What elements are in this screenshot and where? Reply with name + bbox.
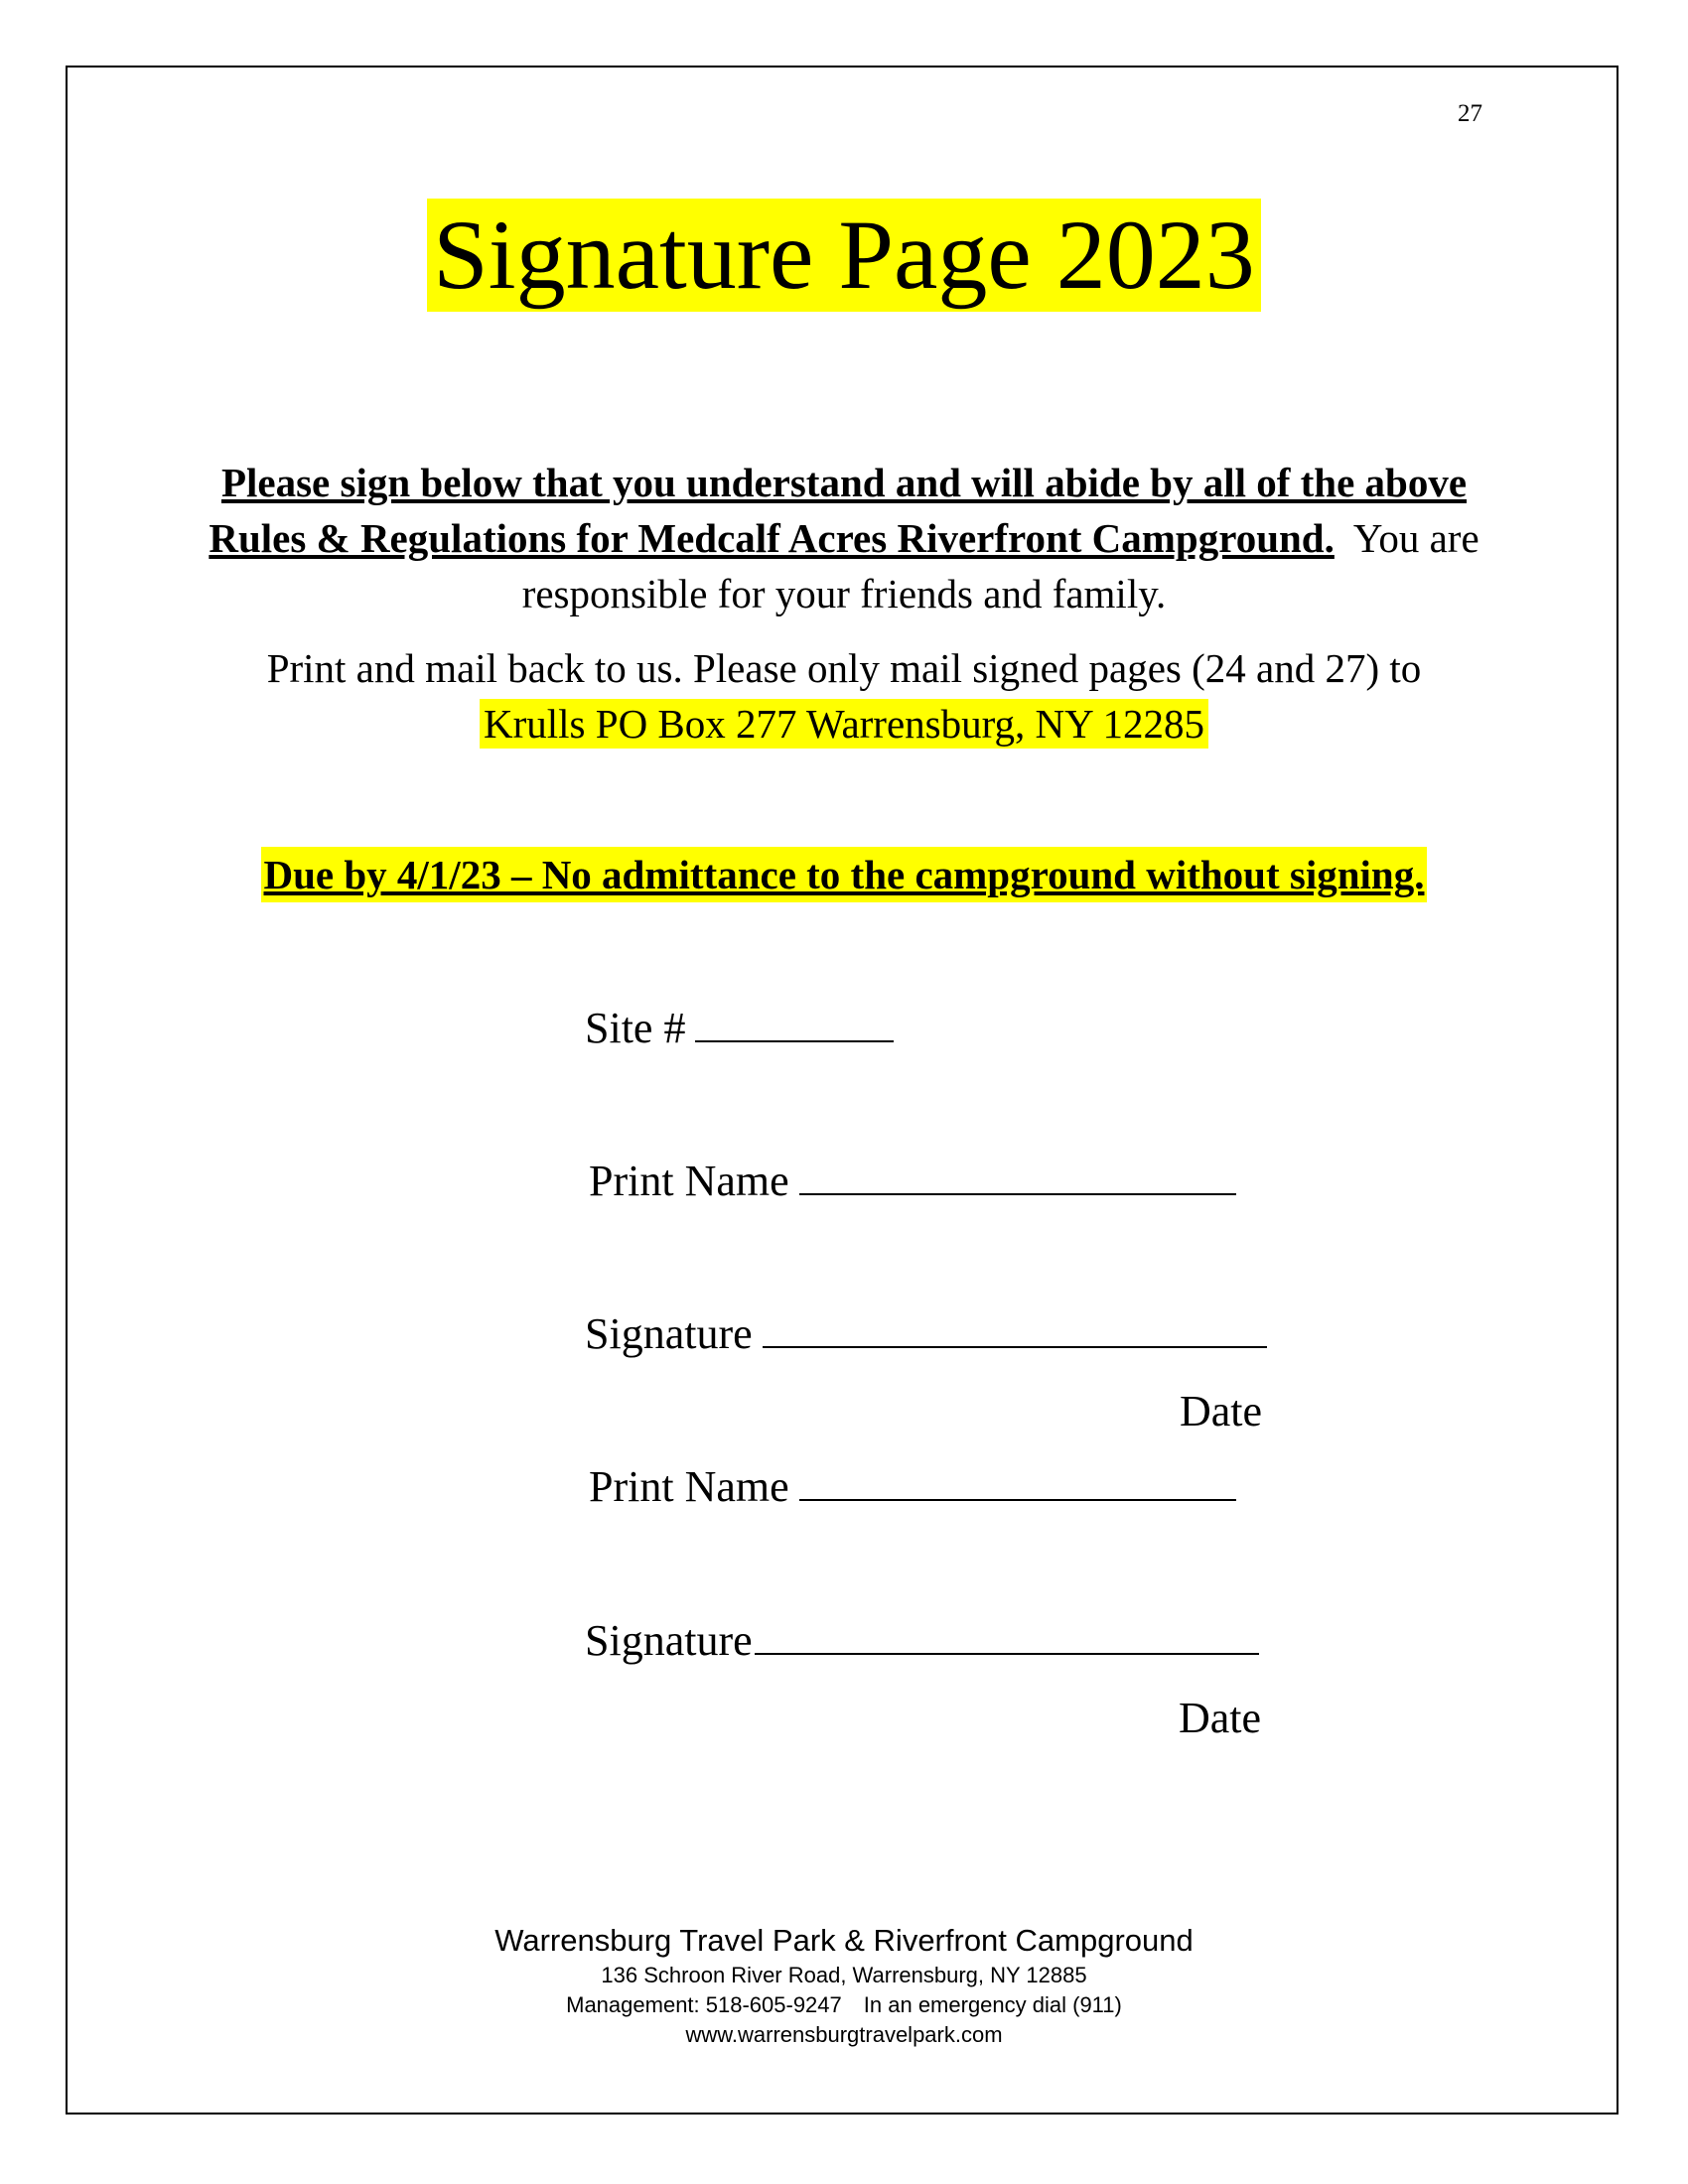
site-number-line[interactable] xyxy=(695,1001,894,1042)
signature-field-1 xyxy=(585,1306,1267,1362)
mail-instructions xyxy=(149,640,1539,751)
intro-plain-text: You are responsible for your friends and family. xyxy=(521,515,1479,616)
signature-label: Signature xyxy=(585,1616,753,1665)
print-name-label: Print Name xyxy=(589,1157,789,1205)
intro-paragraph xyxy=(199,455,1489,621)
print-name-field-1 xyxy=(589,1154,1236,1209)
mailing-address: Krulls PO Box 277 Warrensburg, NY 12285 xyxy=(480,699,1208,749)
signature-field-2 xyxy=(585,1613,1259,1669)
signature-line[interactable] xyxy=(763,1306,1267,1348)
page-title: Signature Page 2023 xyxy=(427,199,1261,312)
signature-label: Signature xyxy=(585,1309,753,1358)
print-name-line[interactable] xyxy=(799,1459,1236,1501)
signature-line[interactable] xyxy=(755,1613,1259,1655)
site-number-field xyxy=(585,1001,894,1056)
footer xyxy=(0,1921,1688,2050)
site-number-label: Site # xyxy=(585,1004,686,1052)
mail-instruction-text: Print and mail back to us. Please only mail signed pages (24 and 27) to xyxy=(266,645,1422,691)
footer-contact-line xyxy=(0,1990,1688,2020)
title-container xyxy=(0,199,1688,312)
page-number: 27 xyxy=(1458,100,1482,127)
date-label-1: Date xyxy=(1180,1387,1263,1435)
print-name-field-2 xyxy=(589,1459,1236,1515)
page-border xyxy=(66,66,1618,2115)
footer-address: 136 Schroon River Road, Warrensburg, NY 12885 xyxy=(601,1963,1087,1987)
footer-emergency: In an emergency dial (911) xyxy=(863,1992,1122,2017)
footer-business-name: Warrensburg Travel Park & Riverfront Campground xyxy=(494,1923,1194,1958)
print-name-line[interactable] xyxy=(799,1154,1236,1195)
footer-management-phone: Management: 518-605-9247 xyxy=(566,1992,842,2017)
due-notice: Due by 4/1/23 – No admittance to the campground without signing. xyxy=(261,847,1428,902)
intro-bold-text: Please sign below that you understand and will abide by all of the above Rules & Regulations for Medcalf Acres Riverfront Campground. xyxy=(209,460,1468,561)
print-name-label: Print Name xyxy=(589,1462,789,1511)
date-label-2: Date xyxy=(1179,1694,1262,1742)
footer-website: www.warrensburgtravelpark.com xyxy=(685,2022,1003,2047)
due-notice-container xyxy=(0,847,1688,902)
